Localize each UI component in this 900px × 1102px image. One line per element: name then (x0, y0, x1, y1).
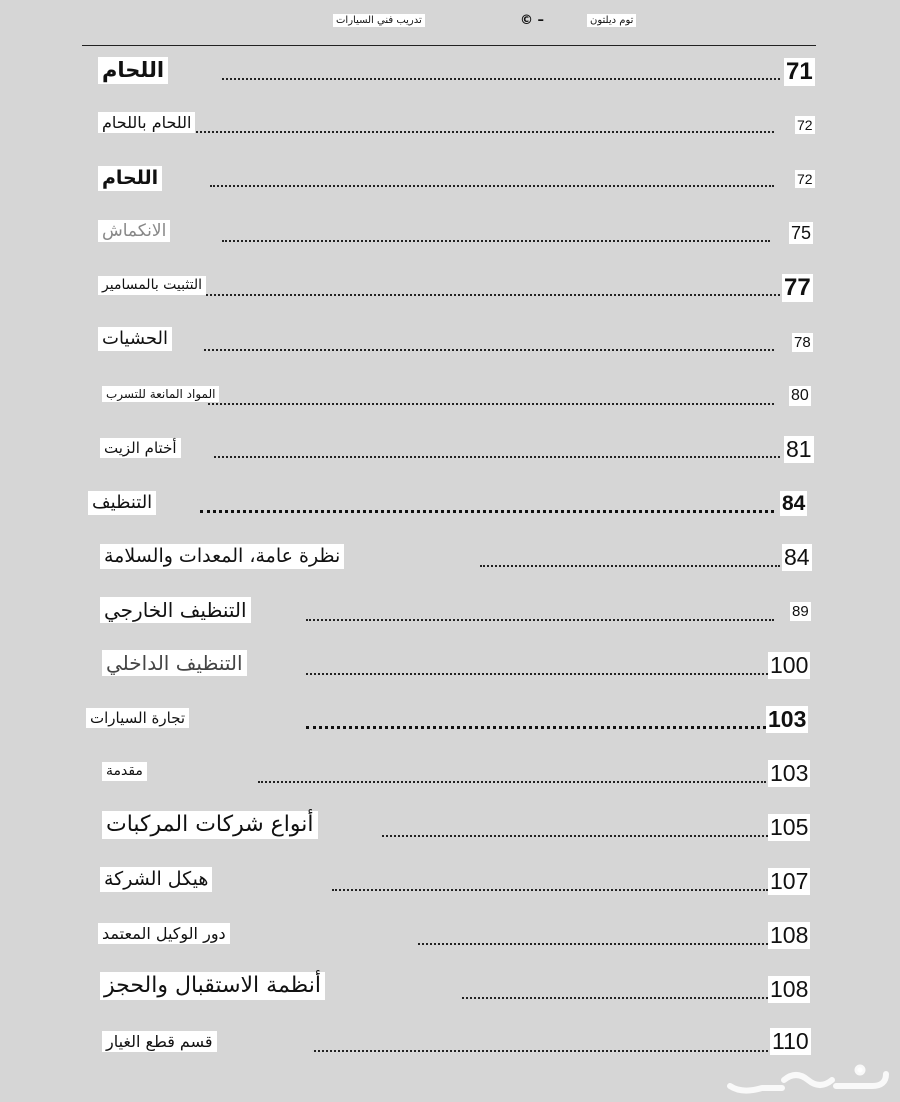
toc-entry-page: 108 (770, 922, 809, 948)
toc-entry-title: التثبيت بالمسامير (98, 276, 206, 295)
toc-entry (0, 98, 900, 152)
toc-leader-dots (196, 131, 774, 133)
toc-leader-dots (480, 565, 780, 567)
toc-entry-title: اللحام (98, 166, 162, 191)
toc-entry-title: الانكماش (98, 220, 170, 242)
toc-entry-title: المواد المانعة للتسرب (102, 386, 219, 402)
toc-entry (0, 746, 900, 800)
toc-leader-dots (210, 185, 774, 187)
toc-entry-page: 103 (768, 706, 807, 732)
toc-entry-title: قسم قطع الغيار (102, 1031, 217, 1052)
toc-entry-page: 71 (786, 58, 813, 85)
toc-leader-dots (332, 889, 768, 891)
toc-entry-title: أختام الزيت (100, 438, 181, 458)
toc-leader-dots (258, 781, 766, 783)
toc-entry (0, 314, 900, 368)
toc-leader-dots (306, 726, 766, 729)
toc-leader-dots (204, 349, 774, 351)
toc-entry (0, 260, 900, 314)
toc-entry-page: 72 (797, 171, 813, 187)
toc-entry-page: 84 (782, 492, 806, 515)
toc-entry-page: 75 (791, 223, 812, 243)
toc-entry-title: أنظمة الاستقبال والحجز (100, 972, 325, 1000)
toc-leader-dots (462, 997, 768, 999)
toc-entry (0, 476, 900, 530)
toc-entry-title: أنواع شركات المركبات (102, 811, 318, 839)
haraj-logo-watermark-icon (722, 1060, 894, 1100)
header-author: توم ديلتون (587, 14, 636, 27)
toc-leader-dots (382, 835, 768, 837)
toc-entry-title: التنظيف الخارجي (100, 597, 251, 623)
toc-entry-page: 105 (770, 814, 809, 840)
toc-entry (0, 206, 900, 260)
toc-entry-page: 84 (784, 544, 810, 570)
toc-leader-dots (222, 78, 780, 80)
toc-entry-page: 103 (770, 760, 809, 786)
toc-entry-page: 80 (791, 387, 809, 404)
toc-entry-page: 100 (770, 652, 809, 678)
toc-entry-page: 77 (784, 274, 811, 301)
toc-entry-page: 78 (794, 334, 811, 351)
toc-entry-title: تجارة السيارات (86, 708, 189, 728)
toc-entry (0, 692, 900, 746)
header-book-title: تدريب فني السيارات (333, 14, 425, 27)
toc-entry (0, 638, 900, 692)
toc-leader-dots (306, 673, 768, 675)
toc-entry (0, 908, 900, 962)
toc-leader-dots (222, 240, 770, 242)
toc-entry (0, 368, 900, 422)
toc-entry (0, 854, 900, 908)
toc-leader-dots (314, 1050, 768, 1052)
toc-entry (0, 800, 900, 854)
page-header (0, 8, 900, 38)
toc-entry-page: 110 (772, 1028, 809, 1054)
toc-entry-title: اللحام باللحام (98, 112, 195, 133)
toc-leader-dots (206, 294, 780, 296)
toc-entry-title: مقدمة (102, 762, 147, 781)
toc-entry (0, 962, 900, 1016)
toc-entry (0, 530, 900, 584)
toc-entry-page: 107 (770, 868, 809, 894)
toc-entry-title: التنظيف الداخلي (102, 650, 247, 676)
toc-entry-title: اللحام (98, 57, 168, 84)
toc-entry-title: هيكل الشركة (100, 867, 212, 892)
toc-entry-page: 108 (770, 976, 809, 1002)
toc-leader-dots (418, 943, 768, 945)
toc-entry-title: نظرة عامة، المعدات والسلامة (100, 544, 344, 569)
toc-entry-page: 89 (792, 603, 809, 620)
toc-entry (0, 152, 900, 206)
header-copyright: © – (520, 13, 545, 28)
toc-entry-page: 81 (786, 436, 812, 462)
toc-entry-page: 72 (797, 117, 813, 133)
toc-entry (0, 584, 900, 638)
toc-entry-title: الحشيات (98, 327, 172, 351)
toc-entry (0, 44, 900, 98)
toc-entry-title: دور الوكيل المعتمد (98, 923, 230, 944)
toc-entry-title: التنظيف (88, 491, 156, 515)
toc-leader-dots (200, 510, 774, 513)
toc-leader-dots (208, 403, 774, 405)
toc-leader-dots (214, 456, 780, 458)
toc-leader-dots (306, 619, 774, 621)
toc-entry (0, 422, 900, 476)
